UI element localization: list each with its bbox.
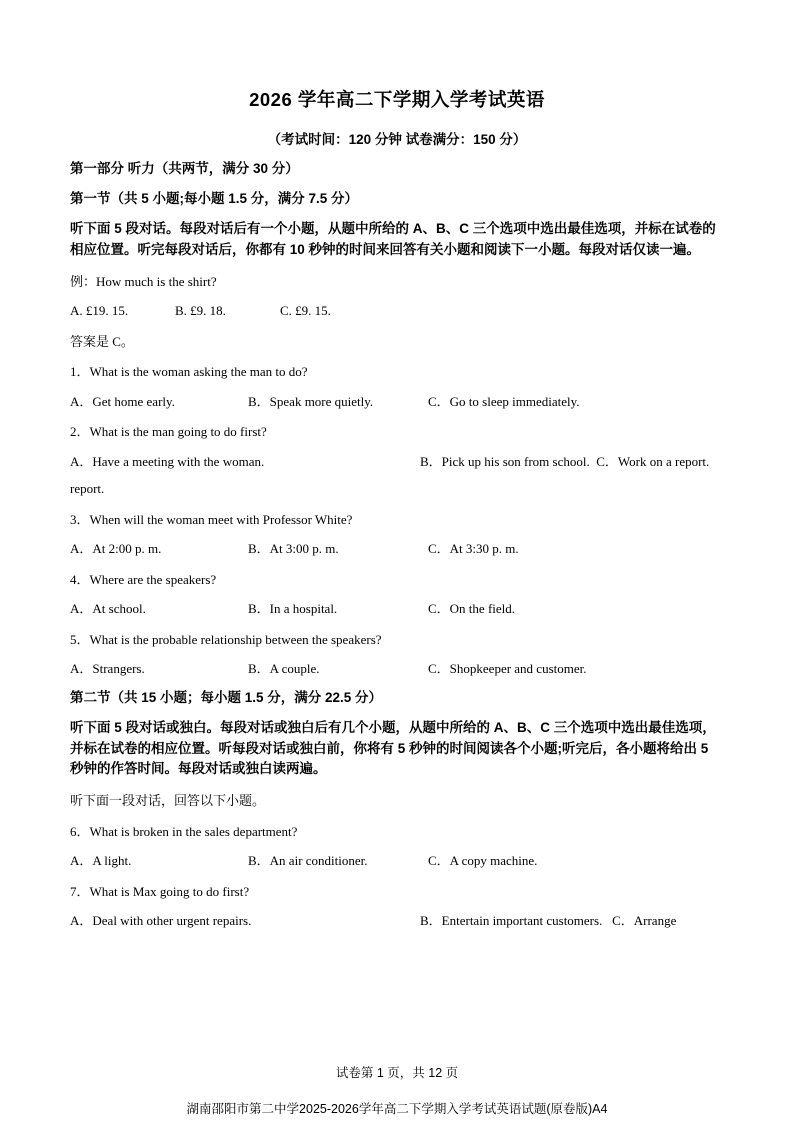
question-stem: 3．When will the woman meet with Professor White? [70,511,353,527]
footer-watermark: 湖南邵阳市第二中学2025-2026学年高二下学期入学考试英语试题(原卷版)A4 [186,1102,608,1116]
option-b: B．Entertain important customers. [420,913,603,929]
example-question: 例：How much is the shirt? [70,273,217,289]
example-options [70,301,724,321]
question-stem: 7．What is Max going to do first? [70,883,250,899]
option-c: C．Arrange [612,913,677,929]
option-c: C．Go to sleep immediately. [428,393,580,409]
option-a: A．At school. [70,601,146,617]
example-option-b: B. £9. 18. [175,303,226,319]
option-b: B．Pick up his son from school. [420,453,590,469]
option-a: A．At 2:00 p. m. [70,541,162,557]
question-options [70,452,724,472]
example-option-a: A. £19. 15. [70,303,129,319]
section-one-instructions: 听下面 5 段对话。每段对话后有一个小题，从题中所给的 A、B、C 三个选项中选出最佳选项，并标在试卷的相应位置。听完每段对话后，你都有 10 秒钟的时间来回答有关小题和阅读下一小题。每段对话仅读一遍。 [70,220,716,257]
question-stem: 6．What is broken in the sales department? [70,823,298,839]
exam-subtitle: （考试时间：120 分钟 试卷满分：150 分） [267,132,527,147]
option-c: C．Work on a report. [596,453,710,469]
option-a: A．Deal with other urgent repairs. [70,913,252,929]
section-one-heading: 第一节（共 5 小题;每小题 1.5 分，满分 7.5 分） [70,190,359,206]
option-c: C．At 3:30 p. m. [428,541,519,557]
option-b: B．An air conditioner. [248,853,368,869]
question-options [70,659,724,679]
question-options [70,599,724,619]
option-c: C．A copy machine. [428,853,538,869]
option-b: B．In a hospital. [248,601,338,617]
section-two-instructions: 听下面 5 段对话或独白。每段对话或独白后有几个小题，从题中所给的 A、B、C 三个选项中选出最佳选项，并标在试卷的相应位置。听每段对话或独白前，你将有 5 秒钟的时间阅读各个小题;听完后，各小题将给出 5 秒钟的作答时间。每段对话或独白读两遍。 [70,719,716,777]
example-answer: 答案是 C。 [70,333,134,349]
section-two-heading: 第二节（共 15 小题；每小题 1.5 分，满分 22.5 分） [70,689,383,705]
page-title: 2026 学年高二下学期入学考试英语 [249,89,545,110]
question-options [70,851,724,871]
option-a: A．Get home early. [70,393,175,409]
question-options [70,539,724,559]
part-one-heading: 第一部分 听力（共两节，满分 30 分） [70,161,299,176]
listening-note: 听下面一段对话，回答以下小题。 [70,793,266,809]
option-b: B．At 3:00 p. m. [248,541,339,557]
option-a: A．A light. [70,853,132,869]
option-c: C．Shopkeeper and customer. [428,661,587,677]
example-option-c: C. £9. 15. [280,303,331,319]
question-options [70,911,724,931]
question-stem: 4．Where are the speakers? [70,571,217,587]
option-b: B．Speak more quietly. [248,393,374,409]
option-a: A．Strangers. [70,661,145,677]
question-options [70,392,724,412]
option-a: A．Have a meeting with the woman. [70,453,265,469]
page-footer: 试卷第 1 页，共 12 页 [335,1066,459,1080]
option-c: C．On the field. [428,601,516,617]
option-c-continuation: report. [70,481,105,497]
question-stem: 5．What is the probable relationship between the speakers? [70,631,382,647]
question-stem: 2．What is the man going to do first? [70,424,267,440]
option-b: B．A couple. [248,661,320,677]
question-stem: 1．What is the woman asking the man to do? [70,364,308,380]
